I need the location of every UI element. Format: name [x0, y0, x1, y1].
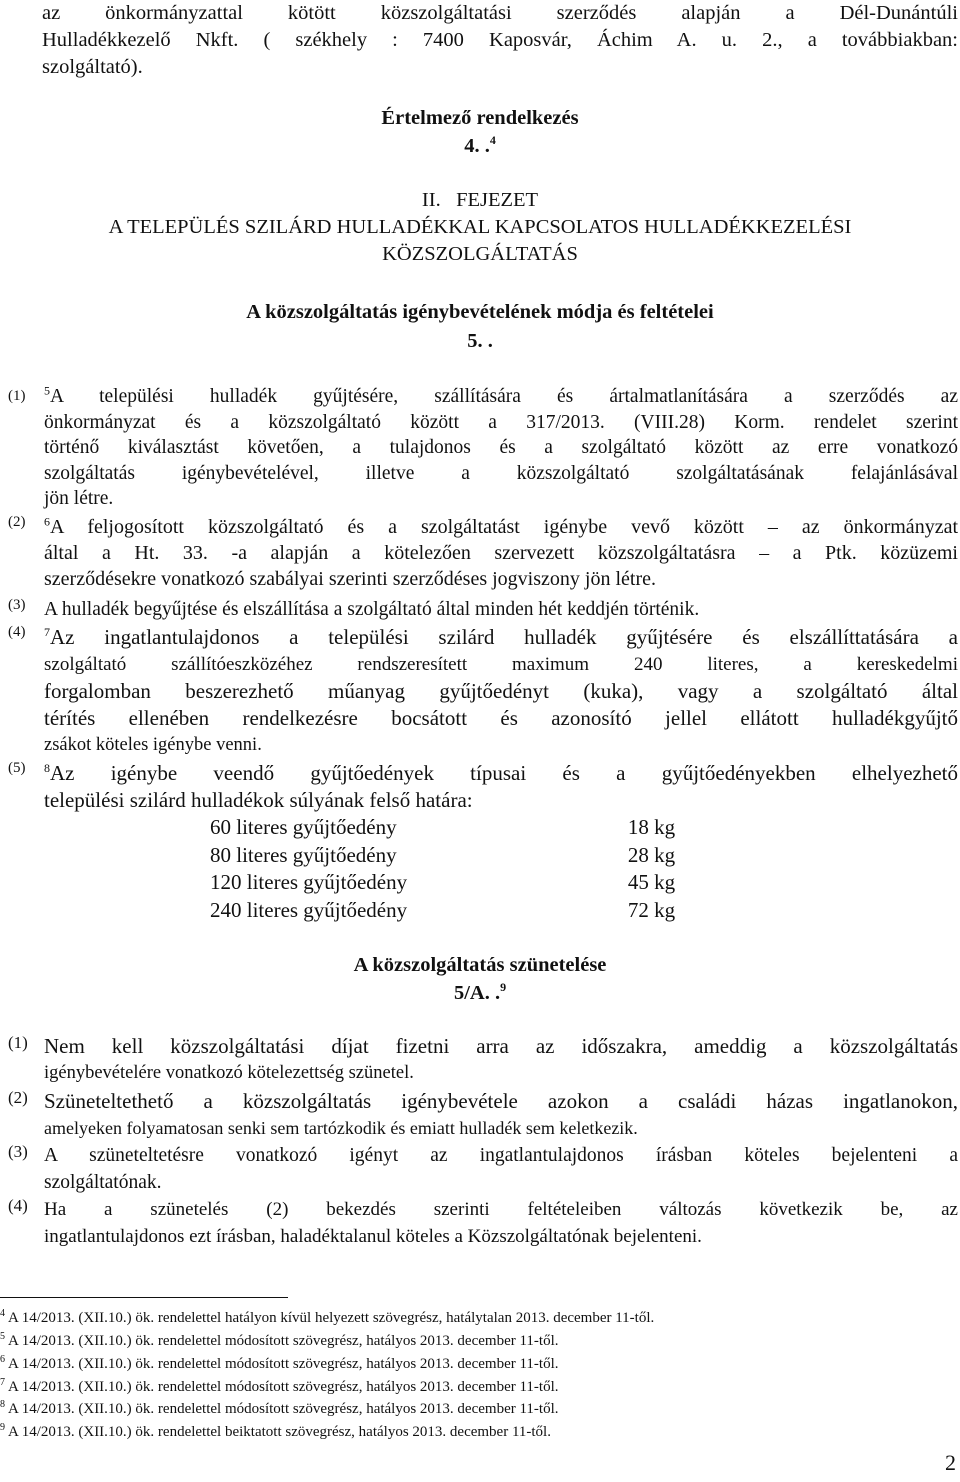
page-number: 2 [945, 1450, 956, 1475]
paragraph-line: által a Ht. 33. -a alapján a kötelezően szervezett közszolgáltatásra – a Ptk. közüzemi [44, 542, 958, 564]
footnote: $^4$ A 14/2013. (XII.10.) ök. rendelettel hatályon kívül helyezett szövegrész, hatálytalan 2013. december 11-től. [0, 1308, 655, 1326]
paragraph-number: (4) [8, 624, 26, 640]
paragraph-line: térítés ellenében rendelkezésre bocsátott és azonosító jellel ellátott hulladékgyűjtő [44, 706, 958, 730]
paragraph-line: $^6$A feljogosított közszolgáltató és a szolgáltatást igénybe vevő között – az önkormányzat [44, 514, 958, 538]
intro-line: Hulladékkezelő Nkft. ( székhely : 7400 Kaposvár, Áchim A. u. 2., a továbbiakban: [42, 29, 958, 51]
footnote-ref[interactable]: 6 [44, 514, 50, 529]
section-4-title: Értelmező rendelkezés [381, 107, 579, 129]
footnote-ref[interactable]: 9 [500, 980, 507, 995]
section-5-paragraph-3 [8, 597, 958, 623]
table-row [210, 870, 675, 898]
paragraph-line: szolgáltatónak. [44, 1172, 162, 1193]
paragraph-line: ingatlantulajdonos ezt írásban, haladéktalanul köteles a Közszolgáltatónak bejelenteni. [44, 1226, 702, 1247]
paragraph-line: Ha a szünetelés (2) bekezdés szerinti feltételeiben változás következik be, az [44, 1199, 958, 1220]
footnote-separator [0, 1297, 288, 1298]
section-4-number: 4. .$^4$ [464, 133, 496, 157]
section-5a-paragraph-3 [8, 1142, 958, 1198]
section-5-paragraph-2 [8, 514, 958, 596]
table-row [210, 898, 675, 926]
paragraph-line: szolgáltató szállítóeszközéhez rendszeresített maximum 240 literes, a kereskedelmi [44, 654, 958, 675]
paragraph-line: igénybevételére vonatkozó kötelezettség szünetel. [44, 1063, 414, 1083]
paragraph-line: $^7$Az ingatlantulajdonos a települési szilárd hulladék gyűjtésére és elszállíttatására a [44, 625, 958, 649]
paragraph-number: (4) [8, 1196, 28, 1215]
paragraph-number: (1) [8, 388, 26, 404]
intro-line: az önkormányzattal kötött közszolgáltatási szerződés alapján a Dél-Dunántúli [42, 2, 958, 24]
intro-line: szolgáltató). [42, 56, 143, 78]
paragraph-line: Nem kell közszolgáltatási díjat fizetni arra az időszakra, ameddig a közszolgáltatás [44, 1034, 958, 1058]
section-5-paragraph-4 [8, 624, 958, 760]
container-type: 80 literes gyűjtőedény [210, 842, 397, 867]
footnote-ref[interactable]: 4 [489, 133, 496, 148]
paragraph-number: (2) [8, 1088, 28, 1107]
section-5-paragraph-5 [8, 760, 958, 816]
paragraph-line: önkormányzat és a közszolgáltató között a 317/2013. (VIII.28) Korm. rendelet szerint [44, 411, 958, 433]
paragraph-number: (3) [8, 597, 26, 613]
footnote-ref[interactable]: 8 [44, 761, 50, 775]
paragraph-number: (3) [8, 1142, 28, 1161]
section-5a-number: 5/A. .$^9$ [453, 980, 507, 1004]
paragraph-line: A szüneteltetésre vonatkozó igényt az ingatlantulajdonos írásban köteles bejelenteni a [44, 1145, 958, 1166]
section-5-paragraph-1 [8, 384, 958, 514]
paragraph-line: $^5$A települési hulladék gyűjtésére, szállítására és ártalmatlanítására a szerződés az [44, 383, 958, 407]
paragraph-line: szerződésekre vonatkozó szabályai szerinti szerződéses jogviszony jön létre. [44, 568, 656, 590]
footnote: $^5$ A 14/2013. (XII.10.) ök. rendelettel módosított szövegrész, hatályos 2013. december 11-től. [0, 1331, 559, 1349]
chapter-title-line2: KÖZSZOLGÁLTATÁS [382, 243, 578, 265]
paragraph-line: A hulladék begyűjtése és elszállítása a szolgáltató által minden hét keddjén történik. [44, 599, 700, 620]
section-5a-paragraph-2 [8, 1088, 958, 1144]
max-weight: 45 kg [627, 870, 676, 894]
chapter-label: II. FEJEZET [421, 189, 539, 211]
intro-text [42, 0, 958, 81]
max-weight: 72 kg [627, 897, 676, 922]
container-type: 240 literes gyűjtőedény [210, 897, 408, 922]
section-5-title: A közszolgáltatás igénybevételének módja és feltételei [246, 301, 714, 323]
paragraph-line: települési szilárd hulladékok súlyának felső határa: [44, 788, 473, 812]
paragraph-line: forgalomban beszerezhető műanyag gyűjtőedényt (kuka), vagy a szolgáltató által [44, 679, 958, 703]
paragraph-line: szolgáltatás igénybevételével, illetve a közszolgáltató szolgáltatásának felajánlásával [44, 462, 958, 484]
paragraph-number: (1) [8, 1033, 28, 1052]
section-5a-paragraph-1 [8, 1033, 958, 1089]
max-weight: 28 kg [627, 842, 676, 867]
paragraph-line: amelyeken folyamatosan senki sem tartózkodik és emiatt hulladék sem keletkezik. [44, 1118, 638, 1138]
paragraph-line: történő kiválasztást követően, a tulajdonos és a szolgáltató között az erre vonatkozó [44, 437, 958, 458]
paragraph-number: (5) [8, 760, 26, 776]
container-type: 120 literes gyűjtőedény [210, 870, 408, 894]
footnote: $^7$ A 14/2013. (XII.10.) ök. rendelettel módosított szövegrész, hatályos 2013. december 11-től. [0, 1377, 559, 1395]
footnote: $^9$ A 14/2013. (XII.10.) ök. rendelettel beiktatott szövegrész, hatályos 2013. december 11-től. [0, 1422, 551, 1440]
paragraph-line: $^8$Az igénybe veendő gyűjtőedények típusai és a gyűjtőedényekben elhelyezhető [44, 761, 958, 785]
section-5-number: 5. . [467, 330, 493, 352]
footnote: $^6$ A 14/2013. (XII.10.) ök. rendelettel módosított szövegrész, hatályos 2013. december 11-től. [0, 1354, 559, 1372]
section-5a-paragraph-4 [8, 1196, 958, 1252]
chapter-title-line1: A TELEPÜLÉS SZILÁRD HULLADÉKKAL KAPCSOLATOS HULLADÉKKEZELÉSI [108, 216, 852, 238]
table-row [210, 815, 675, 843]
paragraph-line: Szüneteltethető a közszolgáltatás igénybevétele azokon a családi házas ingatlanokon, [44, 1089, 958, 1113]
container-type: 60 literes gyűjtőedény [210, 815, 397, 839]
footnote: $^8$ A 14/2013. (XII.10.) ök. rendelettel módosított szövegrész, hatályos 2013. december 11-től. [0, 1399, 559, 1417]
max-weight: 18 kg [627, 815, 676, 839]
paragraph-number: (2) [8, 514, 26, 530]
paragraph-line: jön létre. [44, 488, 114, 509]
footnote-ref[interactable]: 5 [44, 383, 50, 398]
table-row [210, 843, 675, 871]
container-weight-table [210, 815, 675, 925]
section-5a-title: A közszolgáltatás szünetelése [353, 954, 607, 976]
footnote-ref[interactable]: 7 [44, 625, 50, 639]
paragraph-line: zsákot köteles igénybe venni. [44, 735, 262, 755]
